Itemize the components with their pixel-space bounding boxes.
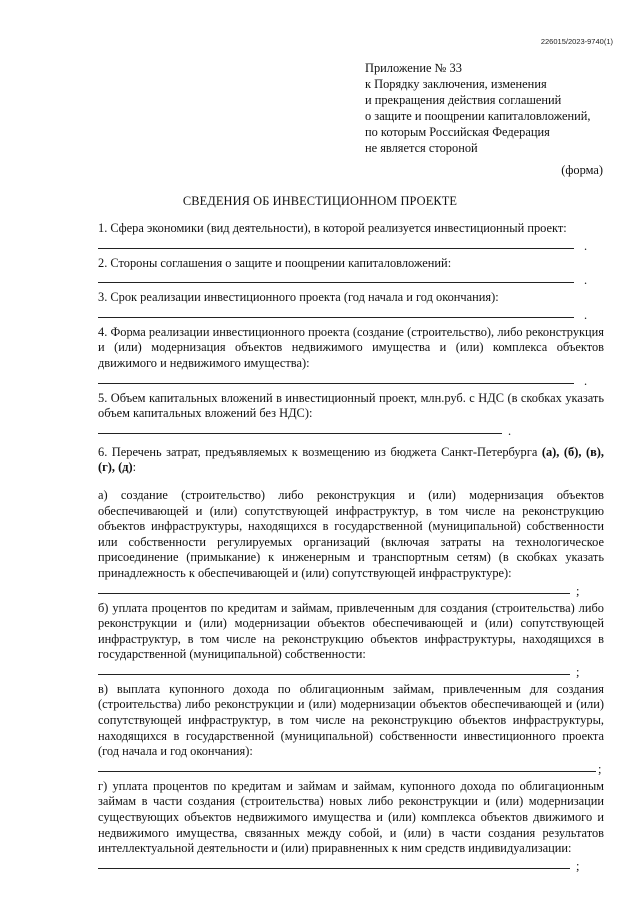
- appendix-line: не является стороной: [365, 141, 478, 155]
- form-label: (форма): [561, 163, 603, 177]
- sub-item-v: в) выплата купонного дохода по облигационным займам, привлеченным для создания (строительства) либо реконструкции и (или) модернизации объектов обеспечивающей и (или) сопутствующей инфраструктур, в том числе на реконструкцию объектов инфраструктуры, находящихся в государственной (муниципальной) собственности инвестиционного проекта (год начала и год окончания):: [98, 681, 604, 759]
- line-end-mark: .: [584, 373, 588, 388]
- sub-item-g: г) уплата процентов по кредитам и займам и займам, купонного дохода по облигационным займам в части создания (строительства) новых либо реконструкции и (или) модернизации существующих объектов недвижимого имущества и (или) комплекса объектов движимого и недвижимого имущества, связанных между собой, и (или) в части создания результатов интеллектуальной деятельности и (или) приравненных к ним средств индивидуализации:: [98, 778, 604, 856]
- appendix-line: и прекращения действия соглашений: [365, 93, 562, 107]
- fill-line-3[interactable]: [98, 306, 604, 322]
- fill-line-g[interactable]: [98, 857, 604, 873]
- fill-line-2[interactable]: [98, 271, 604, 287]
- fill-line-4[interactable]: [98, 372, 604, 388]
- page-title: СВЕДЕНИЯ ОБ ИНВЕСТИЦИОННОМ ПРОЕКТЕ: [182, 194, 458, 208]
- line-end-mark: .: [584, 307, 588, 322]
- item-5: 5. Объем капитальных вложений в инвестиционный проект, млн.руб. с НДС (в скобках указать объем капитальных вложений без НДС):: [98, 390, 604, 421]
- line-end-mark: ;: [598, 761, 602, 776]
- appendix-block: [365, 60, 615, 156]
- fill-line-b[interactable]: [98, 663, 604, 679]
- item-6-colon: :: [132, 460, 137, 475]
- fill-line-5[interactable]: [98, 422, 604, 438]
- item-1: 1. Сфера экономики (вид деятельности), в которой реализуется инвестиционный проект:: [98, 221, 567, 235]
- line-end-mark: .: [508, 423, 512, 438]
- fill-line-a[interactable]: [98, 582, 604, 598]
- line-end-mark: ;: [576, 664, 580, 679]
- item-6: [98, 445, 604, 476]
- form-content: [98, 221, 604, 876]
- appendix-line: к Порядку заключения, изменения: [365, 77, 547, 91]
- appendix-line: Приложение № 33: [365, 61, 462, 75]
- item-2: 2. Стороны соглашения о защите и поощрении капиталовложений:: [98, 255, 452, 270]
- appendix-line: по которым Российская Федерация: [365, 125, 550, 139]
- item-6-text: 6. Перечень затрат, предъявляемых к возмещению из бюджета Санкт-Петербурга: [98, 444, 538, 459]
- line-end-mark: .: [584, 273, 588, 288]
- sub-item-b: б) уплата процентов по кредитам и займам, привлеченным для создания (строительства) либо реконструкции и (или) модернизации объектов обеспечивающей и (или) сопутствующей инфраструктур, в том числе на реконструкцию объектов инфраструктуры, находящихся в государственной (муниципальной) собственности:: [98, 600, 604, 662]
- item-3: 3. Срок реализации инвестиционного проекта (год начала и год окончания):: [98, 290, 499, 305]
- sub-item-a: а) создание (строительство) либо реконструкция и (или) модернизация объектов обеспечивающей и (или) сопутствующей инфраструктур, в том числе на реконструкцию объектов инфраструктуры, находящихся в государственной (муниципальной) собственности или собственности регулируемых организаций (включая затраты на технологическое присоединение (примыкание) к инженерным и транспортным сетям) (в скобках указать принадлежность к обеспечивающей и (или) сопутствующей инфраструктуре):: [98, 487, 604, 580]
- fill-line-1[interactable]: [98, 237, 604, 253]
- line-end-mark: ;: [576, 858, 580, 873]
- item-4: 4. Форма реализации инвестиционного проекта (создание (строительство), либо реконструкция и (или) модернизация объектов недвижимого имущества и (или) комплекса объектов движимого и недвижимого имущества):: [98, 324, 604, 370]
- document-id: 226015/2023-9740(1): [540, 37, 613, 46]
- item-6-letters: (а), (б), (в), (г), (д): [98, 444, 604, 475]
- appendix-line: о защите и поощрении капиталовложений,: [365, 109, 591, 123]
- line-end-mark: ;: [576, 583, 580, 598]
- line-end-mark: .: [584, 238, 588, 253]
- fill-line-v[interactable]: [98, 760, 604, 776]
